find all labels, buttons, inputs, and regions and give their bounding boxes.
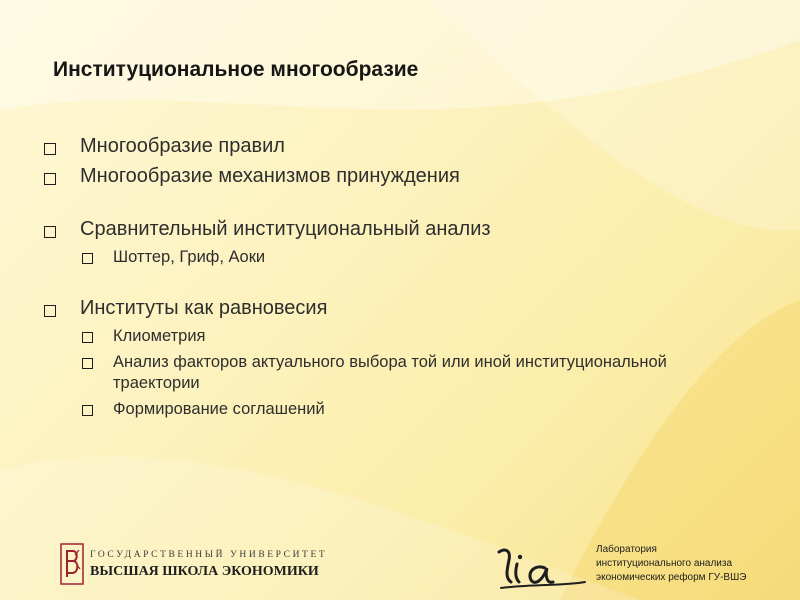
lab-name-line: институционального анализа bbox=[596, 558, 733, 569]
bullet-text: Многообразие правил bbox=[80, 135, 285, 157]
sub-bullet-item bbox=[40, 352, 753, 394]
bullet-text: Многообразие механизмов принуждения bbox=[80, 165, 460, 187]
checkbox-bullet-icon bbox=[44, 305, 56, 317]
lab-logo-icon bbox=[493, 538, 589, 592]
bullet-item bbox=[40, 164, 753, 189]
sub-bullet-item bbox=[40, 247, 753, 268]
checkbox-bullet-icon bbox=[44, 226, 56, 238]
checkbox-bullet-icon bbox=[82, 253, 93, 264]
checkbox-bullet-icon bbox=[44, 173, 56, 185]
university-name-top: ГОСУДАРСТВЕННЫЙ УНИВЕРСИТЕТ bbox=[90, 550, 328, 560]
bullet-item bbox=[40, 296, 753, 321]
checkbox-bullet-icon bbox=[82, 332, 93, 343]
slide-title: Институциональное многообразие bbox=[53, 58, 419, 81]
bullet-text: Анализ факторов актуального выбора той или иной институциональной траектории bbox=[113, 353, 667, 392]
university-name-bottom: ВЫСШАЯ ШКОЛА ЭКОНОМИКИ bbox=[90, 564, 319, 579]
bullet-spacer bbox=[40, 189, 753, 217]
lab-name-line: экономических реформ ГУ-ВШЭ bbox=[596, 572, 747, 583]
bullet-text: Клиометрия bbox=[113, 327, 206, 345]
checkbox-bullet-icon bbox=[44, 143, 56, 155]
bullet-item bbox=[40, 134, 753, 159]
checkbox-bullet-icon bbox=[82, 358, 93, 369]
hse-emblem-icon bbox=[60, 543, 84, 585]
bullet-spacer bbox=[40, 268, 753, 296]
bullet-item bbox=[40, 217, 753, 242]
lab-name-line: Лаборатория bbox=[596, 544, 657, 555]
bullet-text: Шоттер, Гриф, Аоки bbox=[113, 248, 266, 266]
sub-bullet-item bbox=[40, 399, 753, 420]
sub-bullet-item bbox=[40, 326, 753, 347]
bullet-text: Институты как равновесия bbox=[80, 297, 328, 319]
bullet-text: Формирование соглашений bbox=[113, 400, 325, 418]
checkbox-bullet-icon bbox=[82, 405, 93, 416]
bullet-text: Сравнительный институциональный анализ bbox=[80, 218, 491, 240]
bullet-list bbox=[40, 134, 753, 420]
lab-name bbox=[596, 543, 746, 585]
